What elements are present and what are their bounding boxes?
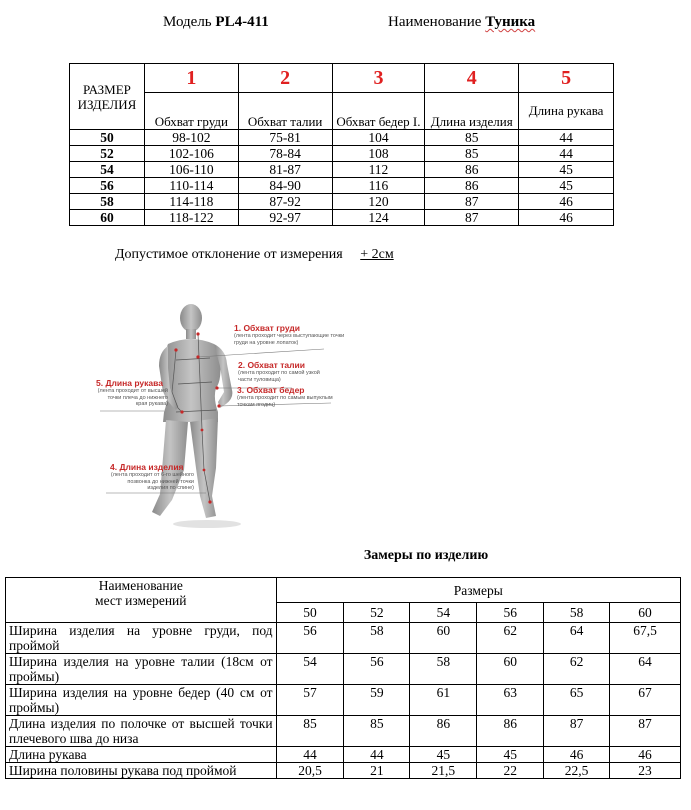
value-cell: 45 (519, 178, 614, 194)
value-cell: 116 (332, 178, 425, 194)
measure-value: 67,5 (610, 623, 681, 654)
table-row (70, 146, 614, 162)
measure-label: Ширина изделия на уровне бедер (40 см от проймы) (6, 685, 277, 716)
measure-value: 45 (477, 747, 544, 763)
col-number: 1 (144, 64, 238, 93)
size-header-cell: 58 (544, 603, 610, 623)
value-cell: 86 (425, 162, 519, 178)
measure-value: 56 (344, 654, 410, 685)
value-cell: 118-122 (144, 210, 238, 226)
measure-value: 87 (544, 716, 610, 747)
size-cell: 52 (70, 146, 145, 162)
waist-annotation (238, 360, 334, 383)
measure-value: 21,5 (410, 763, 477, 779)
table-row (70, 162, 614, 178)
annotation-subtitle: (лента проходит по самой узкой части туловища) (238, 370, 320, 383)
measure-value: 60 (410, 623, 477, 654)
garment-measures-table (5, 577, 681, 779)
measure-value: 62 (544, 654, 610, 685)
table-row (6, 747, 681, 763)
measure-label: Ширина изделия на уровне талии (18см от проймы) (6, 654, 277, 685)
model-label: Модель (163, 14, 212, 30)
tolerance-note (115, 247, 394, 263)
measure-value: 23 (610, 763, 681, 779)
value-cell: 98-102 (144, 130, 238, 146)
value-cell: 44 (519, 130, 614, 146)
annotation-subtitle: (лента проходит от 6-го шейного позвонка до нижней точки изделия по спине) (110, 472, 194, 491)
value-cell: 112 (332, 162, 425, 178)
measure-value: 44 (344, 747, 410, 763)
tolerance-text: Допустимое отклонение от измерения (115, 247, 343, 262)
annotation-title: 3. Обхват бедер (237, 385, 305, 395)
annotation-subtitle: (лента проходит от высшей точки плеча до нижнего края рукава) (97, 388, 168, 407)
table-row (6, 685, 681, 716)
annotation-title: 5. Длина рукава (96, 378, 163, 388)
size-header-cell: 50 (276, 603, 344, 623)
measure-value: 60 (477, 654, 544, 685)
value-cell: 120 (332, 194, 425, 210)
value-cell: 78-84 (238, 146, 332, 162)
sleeve-length-annotation (96, 378, 168, 408)
measure-value: 20,5 (276, 763, 344, 779)
measure-value: 63 (477, 685, 544, 716)
annotation-title: 2. Обхват талии (238, 360, 305, 370)
measure-value: 54 (276, 654, 344, 685)
table-row (6, 623, 681, 654)
measure-label: Длина изделия по полочке от высшей точки плечевого шва до низа (6, 716, 277, 747)
value-cell: 87 (425, 194, 519, 210)
value-cell: 87-92 (238, 194, 332, 210)
sizes-header: Размеры (276, 578, 680, 603)
value-cell: 75-81 (238, 130, 332, 146)
measure-value: 65 (544, 685, 610, 716)
measure-value: 21 (344, 763, 410, 779)
size-cell: 54 (70, 162, 145, 178)
col-number: 5 (519, 64, 614, 93)
value-cell: 46 (519, 194, 614, 210)
name-label: Наименование (388, 14, 482, 30)
measure-value: 85 (276, 716, 344, 747)
value-cell: 108 (332, 146, 425, 162)
table-row (70, 130, 614, 146)
value-cell: 124 (332, 210, 425, 226)
name-value: Туника (485, 14, 536, 30)
col-label: Обхват бедер I. (332, 93, 425, 130)
measure-value: 59 (344, 685, 410, 716)
tolerance-value: + 2см (360, 247, 394, 262)
size-header-cell: 54 (410, 603, 477, 623)
annotation-title: 4. Длина изделия (110, 462, 184, 472)
value-cell: 110-114 (144, 178, 238, 194)
size-cell: 50 (70, 130, 145, 146)
measurement-figure (86, 300, 446, 532)
table-row (6, 654, 681, 685)
col-label: Длина изделия (425, 93, 519, 130)
measure-value: 61 (410, 685, 477, 716)
size-header-cell: 52 (344, 603, 410, 623)
value-cell: 102-106 (144, 146, 238, 162)
col-number: 2 (238, 64, 332, 93)
size-cell: 58 (70, 194, 145, 210)
measure-label: Ширина половины рукава под проймой (6, 763, 277, 779)
value-cell: 44 (519, 146, 614, 162)
garment-length-annotation (110, 462, 194, 492)
measure-value: 46 (544, 747, 610, 763)
measure-label: Длина рукава (6, 747, 277, 763)
measure-value: 22,5 (544, 763, 610, 779)
value-cell: 85 (425, 146, 519, 162)
annotation-subtitle: (лента проходит через выступающие точки груди на уровне лопаток) (234, 333, 345, 346)
annotation-title: 1. Обхват груди (234, 323, 300, 333)
model-value: PL4-411 (215, 14, 269, 30)
model-line (163, 14, 269, 31)
corner-label-line-1: Наименование (98, 578, 183, 593)
measure-value: 64 (610, 654, 681, 685)
value-cell: 106-110 (144, 162, 238, 178)
col-label: Обхват груди (144, 93, 238, 130)
corner-label-line-2: мест измерений (95, 593, 187, 608)
measure-label: Ширина изделия на уровне груди, под проймой (6, 623, 277, 654)
size-header-cell: 60 (610, 603, 681, 623)
measures-corner (6, 578, 277, 623)
table-row (6, 763, 681, 779)
value-cell: 81-87 (238, 162, 332, 178)
measure-value: 46 (610, 747, 681, 763)
measures-title: Замеры по изделию (363, 548, 489, 563)
measure-value: 85 (344, 716, 410, 747)
table-row (6, 716, 681, 747)
measure-value: 44 (276, 747, 344, 763)
size-cell: 56 (70, 178, 145, 194)
measure-value: 45 (410, 747, 477, 763)
hips-annotation (237, 385, 347, 408)
annotation-subtitle: (лента проходит по самым выпуклым точкам ягодиц) (237, 395, 333, 408)
value-cell: 45 (519, 162, 614, 178)
value-cell: 92-97 (238, 210, 332, 226)
size-cell: 60 (70, 210, 145, 226)
measure-value: 64 (544, 623, 610, 654)
measure-value: 86 (477, 716, 544, 747)
measure-value: 87 (610, 716, 681, 747)
measure-value: 58 (344, 623, 410, 654)
table-row (70, 210, 614, 226)
size-chart-table (69, 63, 614, 226)
document-header (0, 14, 691, 36)
table-row (70, 194, 614, 210)
value-cell: 87 (425, 210, 519, 226)
value-cell: 114-118 (144, 194, 238, 210)
measure-value: 67 (610, 685, 681, 716)
col-label: Длина рукава (519, 93, 614, 130)
measure-value: 22 (477, 763, 544, 779)
measure-value: 56 (276, 623, 344, 654)
col-number: 4 (425, 64, 519, 93)
value-cell: 104 (332, 130, 425, 146)
measure-value: 86 (410, 716, 477, 747)
value-cell: 46 (519, 210, 614, 226)
measure-value: 62 (477, 623, 544, 654)
col-number: 3 (332, 64, 425, 93)
name-line (388, 14, 535, 31)
size-header-cell: 56 (477, 603, 544, 623)
measure-value: 58 (410, 654, 477, 685)
value-cell: 84-90 (238, 178, 332, 194)
table-row (70, 178, 614, 194)
size-corner-label: РАЗМЕР ИЗДЕЛИЯ (70, 64, 145, 130)
col-label: Обхват талии (238, 93, 332, 130)
measure-value: 57 (276, 685, 344, 716)
chest-annotation (234, 323, 354, 346)
value-cell: 86 (425, 178, 519, 194)
value-cell: 85 (425, 130, 519, 146)
